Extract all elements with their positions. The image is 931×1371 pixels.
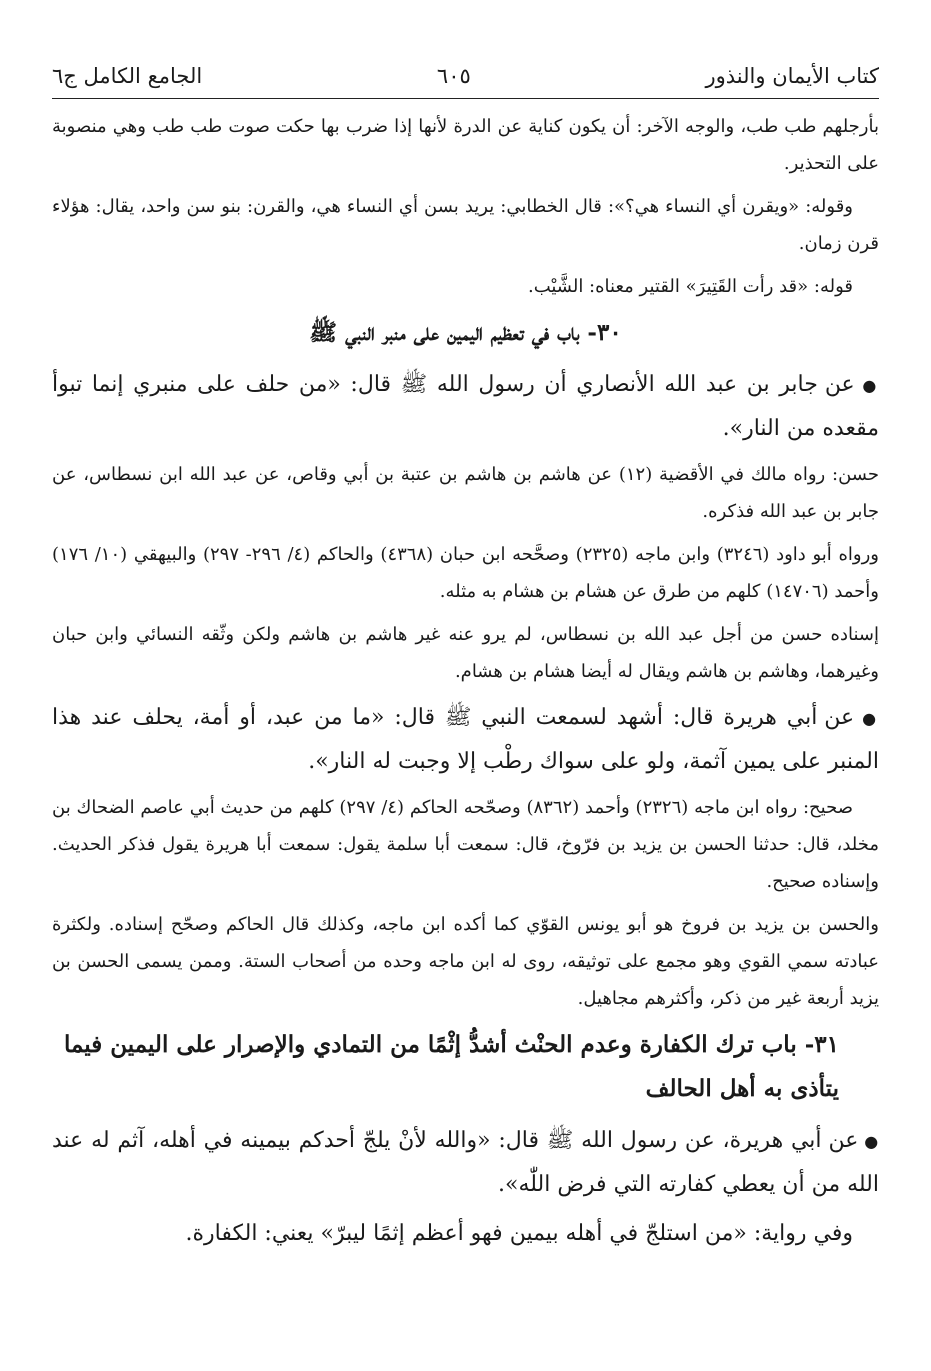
takhrij-paragraph: صحيح: رواه ابن ماجه (٢٣٢٦) وأحمد (٨٣٦٢) وصحّحه الحاكم (٤/ ٢٩٧) كلهم من حديث أبي عاصم الضحاك بن مخلد، قال: حدثنا الحسن بن يزيد بن فرّوخ، قال: سمعت أبا سلمة يقول: سمعت أبا هريرة يقول فذكر الحديث. وإسناده صحيح.	[52, 797, 879, 892]
commentary-paragraph: قوله: «قد رأت القَتِيرَ» القتير معناه: الشَّيْب.	[527, 276, 853, 297]
book-section-title: كتاب الأيمان والنذور	[705, 64, 879, 88]
page-body	[52, 108, 879, 1261]
hadith-body: عن أبي هريرة قال: أشهد لسمعت النبي ﷺ قال: «ما من عبد، أو أمة، يحلف عند هذا المنبر على يمين آثمة، ولو على سواك رطْب إلا وجبت له النار».	[52, 705, 879, 774]
takhrij-paragraph: إسناده حسن من أجل عبد الله بن نسطاس، لم يرو عنه غير هاشم بن هاشم ولكن وثّقه النسائي وابن حبان وغيرهما، وهاشم بن هاشم ويقال له أيضا هشام بن هشام.	[52, 624, 879, 682]
takhrij-paragraph: والحسن بن يزيد بن فروخ هو أبو يونس القوّي كما أكده ابن ماجه، وكذلك قال الحاكم وصحّح إسناده. ولكثرة عبادته سمي القوي وهو مجمع على توثيقه، روى له ابن ماجه وحده من أصحاب الستة. وممن يسمى الحسن بن يزيد أربعة غير من ذكر، وأكثرهم مجاهيل.	[52, 914, 879, 1009]
chapter-heading-30: ٣٠- باب في تعظيم اليمين على منبر النبي ﷺ	[309, 319, 622, 346]
commentary-paragraph: وقوله: «ويقرن أي النساء هي؟»: قال الخطابي: يريد بسن أي النساء هي، والقرن: بنو سن واحد، يقال: هؤلاء قرن زمان.	[52, 196, 879, 254]
hadith-body: عن أبي هريرة، عن رسول الله ﷺ قال: «والله لأنْ يلجّ أحدكم بيمينه في أهله، آثم له عند الله من أن يعطي كفارته التي فرض اللّٰه».	[52, 1128, 879, 1197]
page-number: ٦٠٥	[436, 64, 471, 88]
header-rule	[52, 98, 879, 99]
bullet-icon: ●	[858, 1132, 880, 1151]
takhrij-paragraph: حسن: رواه مالك في الأقضية (١٢) عن هاشم بن هاشم بن عتبة بن أبي وقاص، عن عبد الله ابن نسطاس، عن جابر بن عبد الله فذكره.	[52, 464, 879, 522]
hadith-text	[52, 1119, 879, 1206]
takhrij-paragraph: ورواه أبو داود (٣٢٤٦) وابن ماجه (٢٣٢٥) وصحَّحه ابن حبان (٤٣٦٨) والحاكم (٤/ ٢٩٦- ٢٩٧) والبيهقي (١٠/ ١٧٦) وأحمد (١٤٧٠٦) كلهم من طرق عن هشام بن هشام به مثله.	[52, 544, 879, 602]
bullet-icon: ●	[854, 709, 879, 728]
hadith-text	[52, 363, 879, 450]
hadith-body: عن جابر بن عبد الله الأنصاري أن رسول الله ﷺ قال: «من حلف على منبري إنما تبوأ مقعده من النار».	[52, 372, 879, 441]
chapter-heading-31: ٣١- باب ترك الكفارة وعدم الحنْث أشدُّ إثْمًا من التمادي والإصرار على اليمين فيما يتأذى به أهل الحالف	[64, 1031, 839, 1102]
book-volume-title: الجامع الكامل ج٦	[52, 64, 203, 88]
commentary-paragraph: بأرجلهم طب طب، والوجه الآخر: أن يكون كناية عن الدرة لأنها إذا ضرب بها حكت صوت طب طب وهي منصوبة على التحذير.	[52, 116, 879, 174]
hadith-variant: وفي رواية: «من استلجّ في أهله بيمين فهو أعظم إثمًا ليبرّ» يعني: الكفارة.	[185, 1221, 853, 1246]
hadith-text	[52, 696, 879, 783]
bullet-icon: ●	[854, 376, 880, 395]
page-header	[52, 56, 879, 96]
